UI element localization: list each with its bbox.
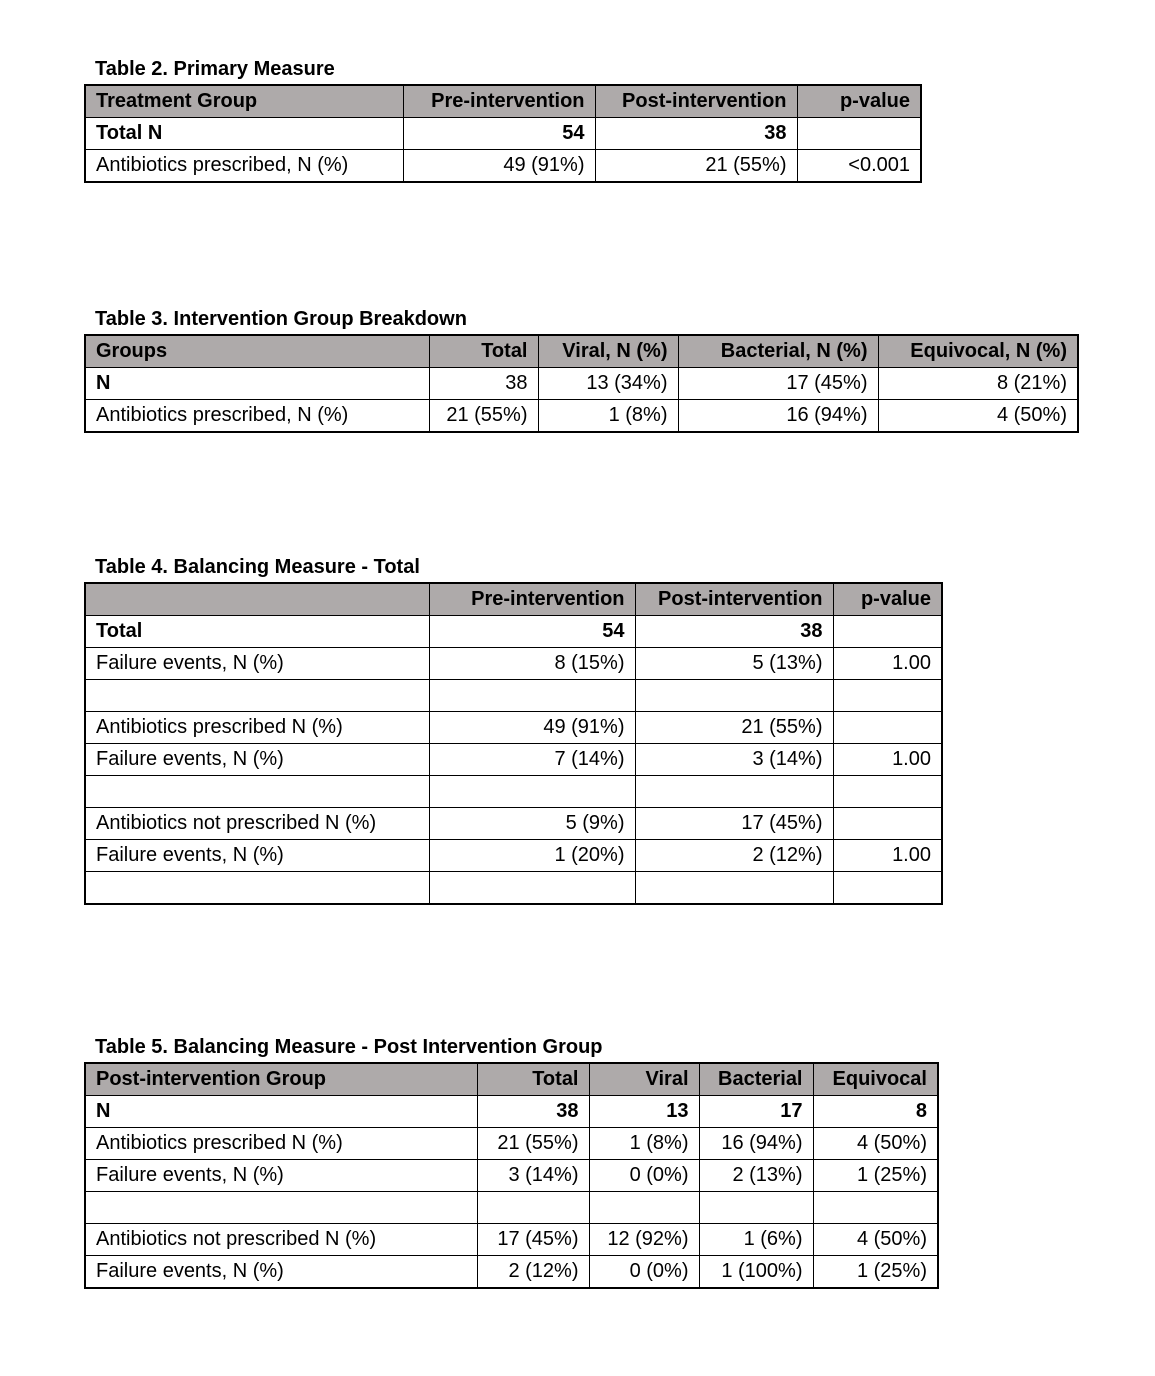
- table-cell: [85, 1192, 477, 1224]
- table-row: [85, 368, 1078, 400]
- table-5-caption: Table 5. Balancing Measure - Post Intervention Group: [95, 1036, 603, 1058]
- table-cell: 49 (91%): [429, 712, 635, 744]
- row-label: Antibiotics prescribed N (%): [85, 1128, 477, 1160]
- table-cell: 4 (50%): [878, 400, 1078, 433]
- table-cell: <0.001: [797, 150, 921, 183]
- table-row: [85, 1256, 938, 1289]
- table-cell: 1.00: [833, 648, 942, 680]
- table-cell: [429, 776, 635, 808]
- header-cell: Equivocal: [813, 1063, 938, 1096]
- table-cell: [429, 680, 635, 712]
- row-label: Failure events, N (%): [85, 1160, 477, 1192]
- table-row: [85, 840, 942, 872]
- table-cell: 21 (55%): [635, 712, 833, 744]
- row-label: Antibiotics not prescribed N (%): [85, 1224, 477, 1256]
- row-label: Antibiotics not prescribed N (%): [85, 808, 429, 840]
- table-cell: 1 (8%): [538, 400, 678, 433]
- table-row: [85, 1224, 938, 1256]
- table-2-caption: Table 2. Primary Measure: [95, 58, 335, 80]
- table-cell: 8 (21%): [878, 368, 1078, 400]
- table-cell: 1 (20%): [429, 840, 635, 872]
- row-label: Total N: [85, 118, 403, 150]
- table-cell: 38: [477, 1096, 589, 1128]
- table-4-block: [84, 555, 943, 905]
- table-cell: 5 (13%): [635, 648, 833, 680]
- header-cell: Post-intervention: [635, 583, 833, 616]
- table-cell: 0 (0%): [589, 1160, 699, 1192]
- table-row: [85, 872, 942, 905]
- table-cell: 1.00: [833, 840, 942, 872]
- table-cell: [813, 1192, 938, 1224]
- table-cell: 12 (92%): [589, 1224, 699, 1256]
- table-row: [85, 150, 921, 183]
- header-cell: [85, 583, 429, 616]
- table-4: [84, 582, 943, 905]
- table-4-caption: Table 4. Balancing Measure - Total: [95, 556, 420, 578]
- table-row: [85, 808, 942, 840]
- table-cell: [477, 1192, 589, 1224]
- table-row: [85, 400, 1078, 433]
- table-cell: 2 (12%): [635, 840, 833, 872]
- row-label: Antibiotics prescribed, N (%): [85, 150, 403, 183]
- table-cell: 2 (12%): [477, 1256, 589, 1289]
- table-row: [85, 616, 942, 648]
- table-cell: 1 (100%): [699, 1256, 813, 1289]
- table-cell: [635, 776, 833, 808]
- table-cell: 21 (55%): [477, 1128, 589, 1160]
- table-cell: 8: [813, 1096, 938, 1128]
- table-row: [85, 712, 942, 744]
- table-3-caption: Table 3. Intervention Group Breakdown: [95, 308, 467, 330]
- table-cell: [833, 776, 942, 808]
- table-header-row: [85, 335, 1078, 368]
- table-cell: 16 (94%): [699, 1128, 813, 1160]
- table-cell: [635, 872, 833, 905]
- table-3-block: [84, 307, 1079, 433]
- header-cell: Equivocal, N (%): [878, 335, 1078, 368]
- table-cell: [429, 872, 635, 905]
- table-cell: [635, 680, 833, 712]
- header-cell: Viral: [589, 1063, 699, 1096]
- table-cell: 38: [429, 368, 538, 400]
- header-cell: Bacterial, N (%): [678, 335, 878, 368]
- row-label: Total: [85, 616, 429, 648]
- table-cell: 13: [589, 1096, 699, 1128]
- row-label: Failure events, N (%): [85, 648, 429, 680]
- row-label: Failure events, N (%): [85, 1256, 477, 1289]
- table-cell: 17 (45%): [477, 1224, 589, 1256]
- header-cell: Pre-intervention: [429, 583, 635, 616]
- table-cell: 21 (55%): [595, 150, 797, 183]
- table-cell: 1 (25%): [813, 1256, 938, 1289]
- row-label: Antibiotics prescribed, N (%): [85, 400, 429, 433]
- table-header-row: [85, 1063, 938, 1096]
- table-cell: [699, 1192, 813, 1224]
- table-cell: [833, 808, 942, 840]
- table-cell: [85, 680, 429, 712]
- table-cell: 13 (34%): [538, 368, 678, 400]
- table-cell: [833, 680, 942, 712]
- table-header-row: [85, 85, 921, 118]
- table-cell: 49 (91%): [403, 150, 595, 183]
- header-cell: Treatment Group: [85, 85, 403, 118]
- table-cell: 1 (25%): [813, 1160, 938, 1192]
- table-cell: 17 (45%): [635, 808, 833, 840]
- table-cell: 38: [595, 118, 797, 150]
- table-cell: 1.00: [833, 744, 942, 776]
- header-cell: Viral, N (%): [538, 335, 678, 368]
- table-row: [85, 1192, 938, 1224]
- header-cell: Post-intervention Group: [85, 1063, 477, 1096]
- table-cell: 5 (9%): [429, 808, 635, 840]
- row-label: Failure events, N (%): [85, 840, 429, 872]
- header-cell: p-value: [833, 583, 942, 616]
- table-cell: 0 (0%): [589, 1256, 699, 1289]
- table-row: [85, 648, 942, 680]
- table-cell: 54: [429, 616, 635, 648]
- table-cell: [85, 776, 429, 808]
- header-cell: Total: [429, 335, 538, 368]
- table-cell: 17: [699, 1096, 813, 1128]
- table-row: [85, 118, 921, 150]
- header-cell: Bacterial: [699, 1063, 813, 1096]
- row-label: Failure events, N (%): [85, 744, 429, 776]
- table-cell: 7 (14%): [429, 744, 635, 776]
- table-cell: 3 (14%): [477, 1160, 589, 1192]
- table-row: [85, 1160, 938, 1192]
- table-cell: [833, 616, 942, 648]
- table-cell: 1 (8%): [589, 1128, 699, 1160]
- row-label: N: [85, 1096, 477, 1128]
- table-header-row: [85, 583, 942, 616]
- header-cell: p-value: [797, 85, 921, 118]
- table-5: [84, 1062, 939, 1289]
- header-cell: Groups: [85, 335, 429, 368]
- table-cell: 21 (55%): [429, 400, 538, 433]
- table-row: [85, 744, 942, 776]
- row-label: Antibiotics prescribed N (%): [85, 712, 429, 744]
- header-cell: Total: [477, 1063, 589, 1096]
- table-cell: [833, 872, 942, 905]
- table-row: [85, 680, 942, 712]
- table-cell: 3 (14%): [635, 744, 833, 776]
- table-cell: 4 (50%): [813, 1224, 938, 1256]
- table-row: [85, 1096, 938, 1128]
- table-cell: 54: [403, 118, 595, 150]
- table-cell: 2 (13%): [699, 1160, 813, 1192]
- table-cell: 38: [635, 616, 833, 648]
- table-cell: 1 (6%): [699, 1224, 813, 1256]
- row-label: N: [85, 368, 429, 400]
- table-2: [84, 84, 922, 183]
- table-5-block: [84, 1035, 939, 1289]
- table-cell: [589, 1192, 699, 1224]
- table-cell: 4 (50%): [813, 1128, 938, 1160]
- table-cell: 16 (94%): [678, 400, 878, 433]
- table-cell: 17 (45%): [678, 368, 878, 400]
- table-cell: 8 (15%): [429, 648, 635, 680]
- table-cell: [833, 712, 942, 744]
- table-cell: [85, 872, 429, 905]
- table-row: [85, 1128, 938, 1160]
- table-row: [85, 776, 942, 808]
- table-cell: [797, 118, 921, 150]
- table-3: [84, 334, 1079, 433]
- header-cell: Post-intervention: [595, 85, 797, 118]
- table-2-block: [84, 57, 922, 183]
- header-cell: Pre-intervention: [403, 85, 595, 118]
